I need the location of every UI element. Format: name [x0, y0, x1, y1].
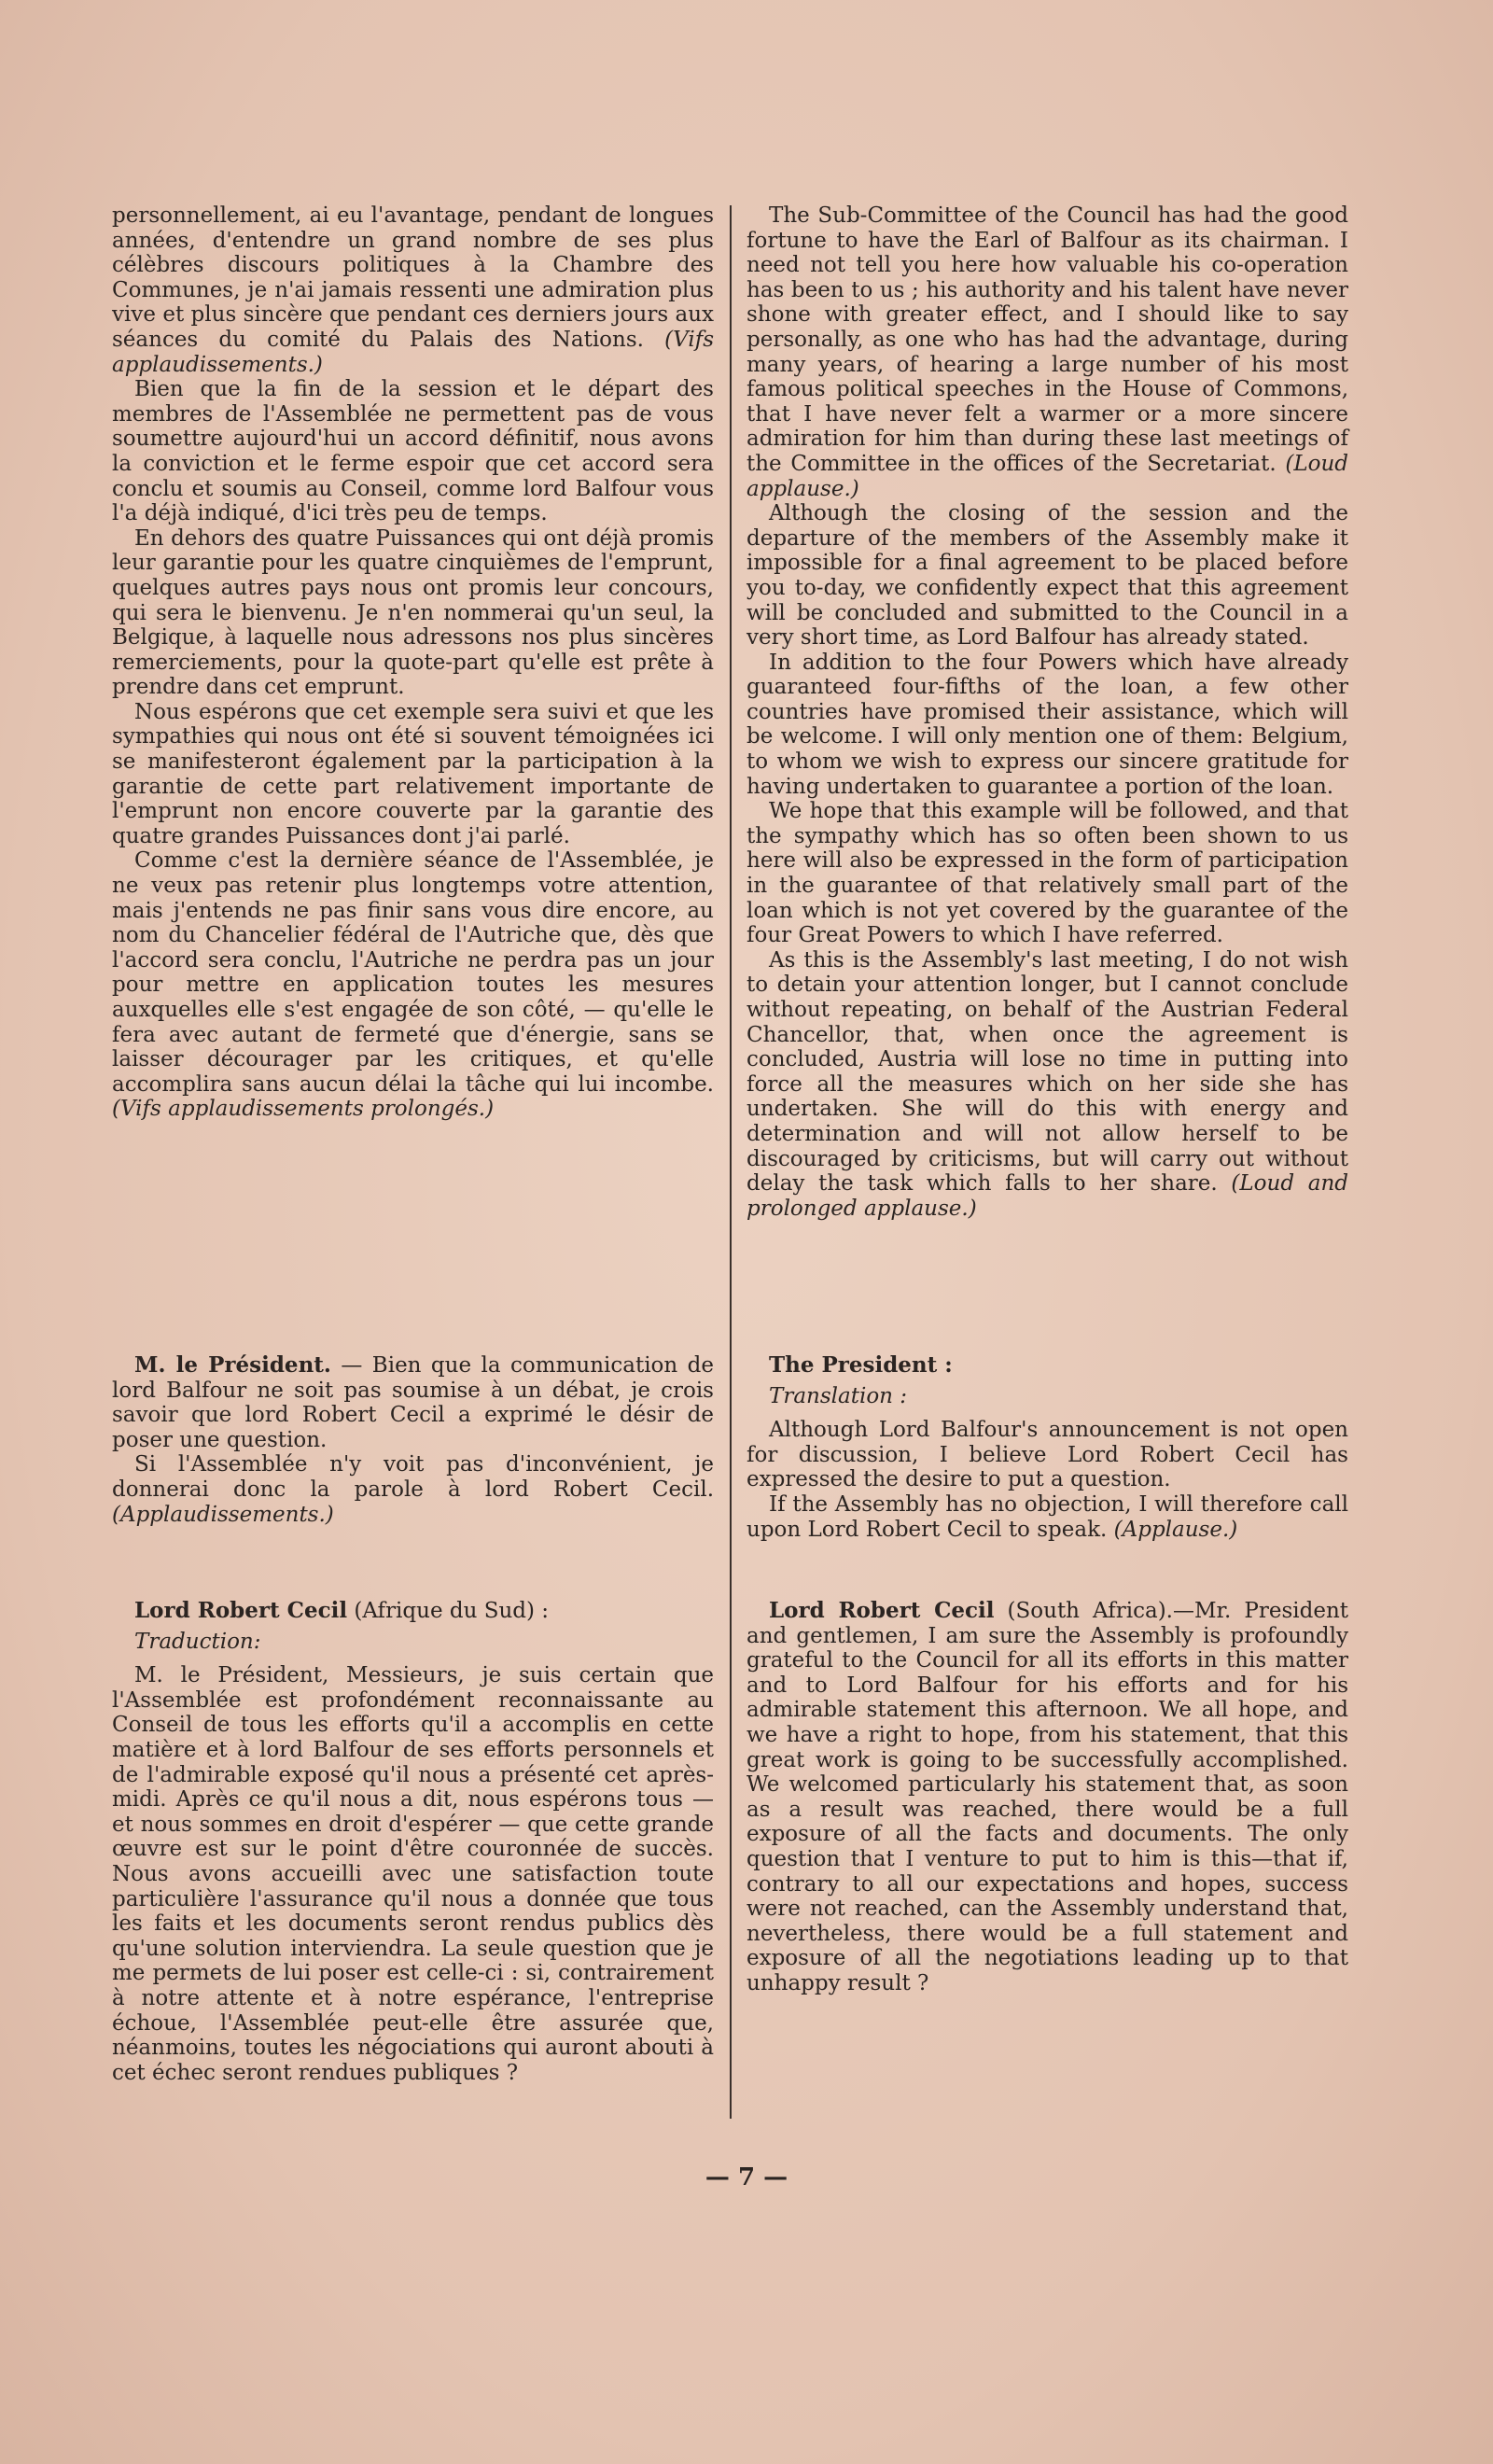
english-cecil-section: [746, 1599, 1348, 1996]
paragraph: En dehors des quatre Puissances qui ont déjà promis leur garantie pour les quatre cinquièmes de l'emprunt, quelques autres pays nous ont promis leur concours, qui sera le bienvenu. Je n'en nommerai qu'un seul, la Belgique, à laquelle nous adressons nos plus sincères remerciements, pour la quote-part qu'elle est prête à prendre dans cet emprunt.: [112, 525, 714, 700]
paragraph: The Sub-Committee of the Council has had the good fortune to have the Earl of Balfour as its chairman. I need not tell you here how valuable his co-operation has been to us ; his authority and his talent have never shone with greater effect, and I should like to say personally, as one who has had the advantage, during many years, of hearing a large number of his most famous political speeches in the House of Commons, that I have never felt a warmer or a more sincere admiration for him than during these last meetings of the Committee in the offices of the Secretariat. (Loud applause.): [746, 203, 1348, 501]
french-president-section: [112, 1353, 714, 1527]
applause-note: (Vifs applaudissements.): [112, 327, 715, 377]
speaker-name: The President :: [769, 1352, 953, 1378]
applause-note: (Applause.): [1113, 1517, 1238, 1542]
paragraph: Bien que la fin de la session et le départ des membres de l'Assemblée ne permettent pas de vous soumettre aujourd'hui un accord définitif, nous avons la conviction et le ferme espoir que cet accord sera conclu et soumis au Conseil, comme lord Balfour vous l'a déjà indiqué, d'ici très peu de temps.: [112, 377, 714, 526]
applause-note: (Loud applause.): [746, 451, 1348, 501]
french-column: [112, 203, 714, 1122]
translation-label: Traduction:: [134, 1629, 261, 1654]
english-column: [746, 203, 1348, 1221]
speaker-heading: Lord Robert Cecil (Afrique du Sud) :: [134, 1598, 550, 1623]
speaker-name: M. le Président.: [134, 1352, 331, 1378]
paragraph: We hope that this example will be followed, and that the sympathy which has so often been shown to us here will also be expressed in the form of participation in the guarantee of that relatively small part of the loan which is not yet covered by the guarantee of the four Great Powers to which I have referred.: [746, 799, 1348, 948]
english-president-section: [746, 1353, 1348, 1542]
speaker-name: Lord Robert Cecil: [769, 1598, 995, 1623]
paragraph: Si l'Assemblée n'y voit pas d'inconvénient, je donnerai donc la parole à lord Robert Cecil. (Applaudissements.): [112, 1452, 714, 1527]
translation-label: Translation :: [769, 1383, 908, 1408]
paragraph: If the Assembly has no objection, I will therefore call upon Lord Robert Cecil to speak. (Applause.): [746, 1491, 1348, 1542]
paragraph: personnellement, ai eu l'avantage, pendant de longues années, d'entendre un grand nombre de ses plus célèbres discours politiques à la Chambre des Communes, je n'ai jamais ressenti une admiration plus vive et plus sincère que pendant ces derniers jours aux séances du comité du Palais des Nations. (Vifs applaudissements.): [112, 203, 715, 377]
applause-note: (Loud and prolonged applause.): [746, 1171, 1349, 1221]
applause-note: (Vifs applaudissements prolongés.): [112, 1097, 495, 1122]
paragraph: As this is the Assembly's last meeting, I do not wish to detain your attention longer, but I cannot conclude without repeating, on behalf of the Austrian Federal Chancellor, that, when once the agreement is concluded, Austria will lose no time in putting into force all the measures which on her side she has undertaken. She will do this with energy and determination and will not allow herself to be discouraged by criticisms, but will carry out without delay the task which falls to her share. (Loud and prolonged applause.): [746, 947, 1349, 1221]
page-number: — 7 —: [705, 2163, 788, 2191]
french-cecil-section: [112, 1599, 714, 2085]
paragraph: Although the closing of the session and the departure of the members of the Assembly make it impossible for a final agreement to be placed before you to-day, we confidently expect that this agreement will be concluded and submitted to the Council in a very short time, as Lord Balfour has already stated.: [746, 501, 1348, 651]
paragraph: Lord Robert Cecil (South Africa).—Mr. President and gentlemen, I am sure the Assembly is profoundly grateful to the Council for all its efforts in this matter and to Lord Balfour for his efforts and for his admirable statement this afternoon. We all hope, and we have a right to hope, from his statement, that this great work is going to be successfully accomplished. We welcomed particularly his statement that, as soon as a result was reached, there would be a full exposure of all the facts and documents. The only question that I venture to put to him is this—that if, contrary to all our expectations and hopes, success were not reached, can the Assembly understand that, nevertheless, there would be a full statement and exposure of all the negotiations leading up to that unhappy result ?: [746, 1598, 1348, 1995]
paragraph: Nous espérons que cet exemple sera suivi et que les sympathies qui nous ont été si souvent témoignées ici se manifesteront également par la participation à la garantie de cette part relativement importante de l'emprunt non encore couverte par la garantie des quatre grandes Puissances dont j'ai parlé.: [112, 699, 714, 848]
column-divider: [730, 205, 732, 2119]
speaker-name: Lord Robert Cecil: [134, 1598, 348, 1623]
paragraph: M. le Président, Messieurs, je suis certain que l'Assemblée est profondément reconnaissante au Conseil de tous les efforts qu'il a accomplis en cette matière et à lord Balfour de ses efforts personnels et de l'admirable exposé qu'il nous a présenté cet après-midi. Après ce qu'il nous a dit, nous espérons tous — et nous sommes en droit d'espérer — que cette grande œuvre est sur le point d'être couronnée de succès. Nous avons accueilli avec une satisfaction toute particulière l'assurance qu'il nous a donnée que tous les faits et les documents seront rendus publics dès qu'une solution interviendra. La seule question que je me permets de lui poser est celle-ci : si, contrairement à notre attente et à notre espérance, l'entreprise échoue, l'Assemblée peut-elle être assurée que, néanmoins, toutes les négociations qui auront abouti à cet échec seront rendues publiques ?: [112, 1663, 714, 2085]
applause-note: (Applaudissements.): [112, 1502, 334, 1527]
paragraph: In addition to the four Powers which have already guaranteed four-fifths of the loan, a few other countries have promised their assistance, which will be welcome. I will only mention one of them: Belgium, to whom we wish to express our sincere gratitude for having undertaken to guarantee a portion of the loan.: [746, 650, 1348, 799]
paragraph: Comme c'est la dernière séance de l'Assemblée, je ne veux pas retenir plus longtemps votre attention, mais j'entends ne pas finir sans vous dire encore, au nom du Chancelier fédéral de l'Autriche que, dès que l'accord sera conclu, l'Autriche ne perdra pas un jour pour mettre en application toutes les mesures auxquelles elle s'est engagée de son côté, — qu'elle le fera avec autant de fermeté que d'énergie, sans se laisser décourager par les critiques, et qu'elle accomplira sans aucun délai la tâche qui lui incombe. (Vifs applaudissements prolongés.): [112, 848, 714, 1122]
paragraph: M. le Président. — Bien que la communication de lord Balfour ne soit pas soumise à un débat, je crois savoir que lord Robert Cecil a exprimé le désir de poser une question.: [112, 1352, 714, 1452]
paragraph: Although Lord Balfour's announcement is not open for discussion, I believe Lord Robert Cecil has expressed the desire to put a question.: [746, 1418, 1348, 1492]
